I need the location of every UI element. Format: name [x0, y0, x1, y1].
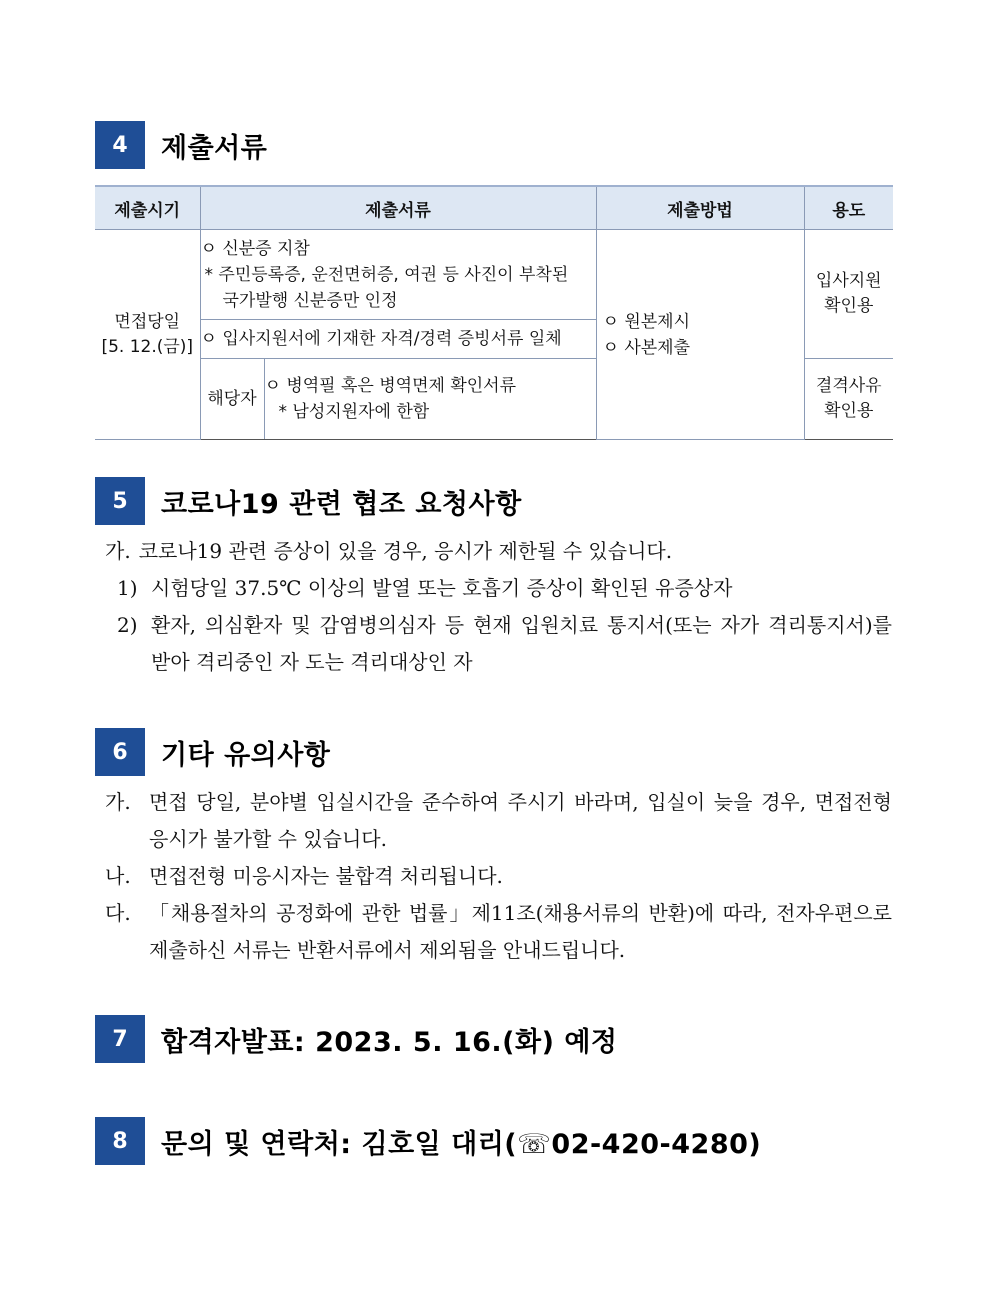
documents-table — [95, 185, 893, 440]
section-number: 6 — [95, 728, 145, 776]
usage-1-line-2: 확인용 — [824, 296, 874, 316]
covid-item-ga — [105, 533, 892, 570]
item-label: 다. — [105, 901, 131, 925]
doc-id-line: ㅇ 신분증 지참 — [200, 238, 310, 259]
doc-military-note: * 남성지원자에 한함 — [278, 402, 430, 422]
timing-line-1: 면접당일 — [114, 311, 181, 332]
table-row — [95, 230, 893, 320]
doc-id-note: * 주민등록증, 운전면허증, 여권 등 사진이 부착된 — [204, 264, 569, 285]
announcement-title: 합격자발표: 2023. 5. 16.(화) 예정 — [161, 1026, 618, 1058]
section-number: 4 — [95, 121, 145, 169]
usage-2-line-2: 확인용 — [824, 401, 874, 421]
item-label: 2) — [117, 613, 138, 637]
item-text: 면접전형 미응시자는 불합격 처리됩니다. — [149, 864, 503, 888]
section-title: 제출서류 — [161, 132, 268, 164]
section-8-header — [95, 1117, 761, 1165]
section-7-header — [95, 1015, 618, 1063]
section-number: 7 — [95, 1015, 145, 1063]
item-text: 시험당일 37.5℃ 이상의 발열 또는 호흡기 증상이 확인된 유증상자 — [151, 576, 733, 600]
item-label: 가. — [105, 790, 131, 814]
item-text: 면접 당일, 분야별 입실시간을 준수하여 주시기 바라며, 입실이 늦을 경우, 면접전형 응시가 불가할 수 있습니다. — [149, 790, 892, 851]
header-method: 제출방법 — [596, 186, 804, 230]
usage-2-line-1: 결격사유 — [815, 376, 882, 396]
doc-id-note-2: 국가발행 신분증만 인정 — [222, 290, 398, 311]
doc-military-line: ㅇ 병역필 혹은 병역면제 확인서류 — [264, 376, 517, 396]
item-label: 1) — [117, 576, 138, 600]
table-header-row — [95, 186, 893, 230]
note-item — [105, 895, 892, 969]
header-usage: 용도 — [804, 186, 893, 230]
doc-military-cell — [264, 359, 596, 440]
timing-line-2: [5. 12.(금)] — [101, 336, 194, 357]
usage-1-line-1: 입사지원 — [815, 271, 882, 291]
usage-cell-2 — [804, 359, 893, 440]
section-title: 기타 유의사항 — [161, 739, 331, 771]
covid-item-1 — [105, 570, 892, 607]
section-5-header — [95, 477, 522, 525]
contact-title: 문의 및 연락처: 김호일 대리(☏02-420-4280) — [161, 1128, 762, 1160]
doc-cert-cell: ㅇ 입사지원서에 기재한 자격/경력 증빙서류 일체 — [200, 320, 596, 359]
method-line-2: ㅇ 사본제출 — [602, 337, 691, 358]
usage-cell-1 — [804, 230, 893, 359]
item-text: 「채용절차의 공정화에 관한 법률」제11조(채용서류의 반환)에 따라, 전자우편으로 제출하신 서류는 반환서류에서 제외됨을 안내드립니다. — [149, 901, 892, 962]
covid-item-2 — [105, 607, 892, 681]
timing-cell — [95, 230, 200, 440]
note-item — [105, 784, 892, 858]
section-title: 코로나19 관련 협조 요청사항 — [161, 488, 522, 520]
method-line-1: ㅇ 원본제시 — [602, 311, 691, 332]
header-documents: 제출서류 — [200, 186, 596, 230]
section-number: 5 — [95, 477, 145, 525]
other-notes — [105, 784, 892, 969]
section-number: 8 — [95, 1117, 145, 1165]
applicant-cell: 해당자 — [200, 359, 264, 440]
section-4-header — [95, 121, 267, 169]
item-label: 나. — [105, 864, 131, 888]
doc-id-cell — [200, 230, 596, 320]
item-text: 환자, 의심환자 및 감염병의심자 등 현재 입원치료 통지서(또는 자가 격리통지서)를 받아 격리중인 자 도는 격리대상인 자 — [151, 613, 892, 674]
header-timing: 제출시기 — [95, 186, 200, 230]
method-cell — [596, 230, 804, 440]
section-6-header — [95, 728, 330, 776]
item-label: 가. — [105, 539, 131, 563]
covid-notice — [105, 533, 892, 681]
note-item — [105, 858, 892, 895]
item-text: 코로나19 관련 증상이 있을 경우, 응시가 제한될 수 있습니다. — [138, 539, 673, 563]
